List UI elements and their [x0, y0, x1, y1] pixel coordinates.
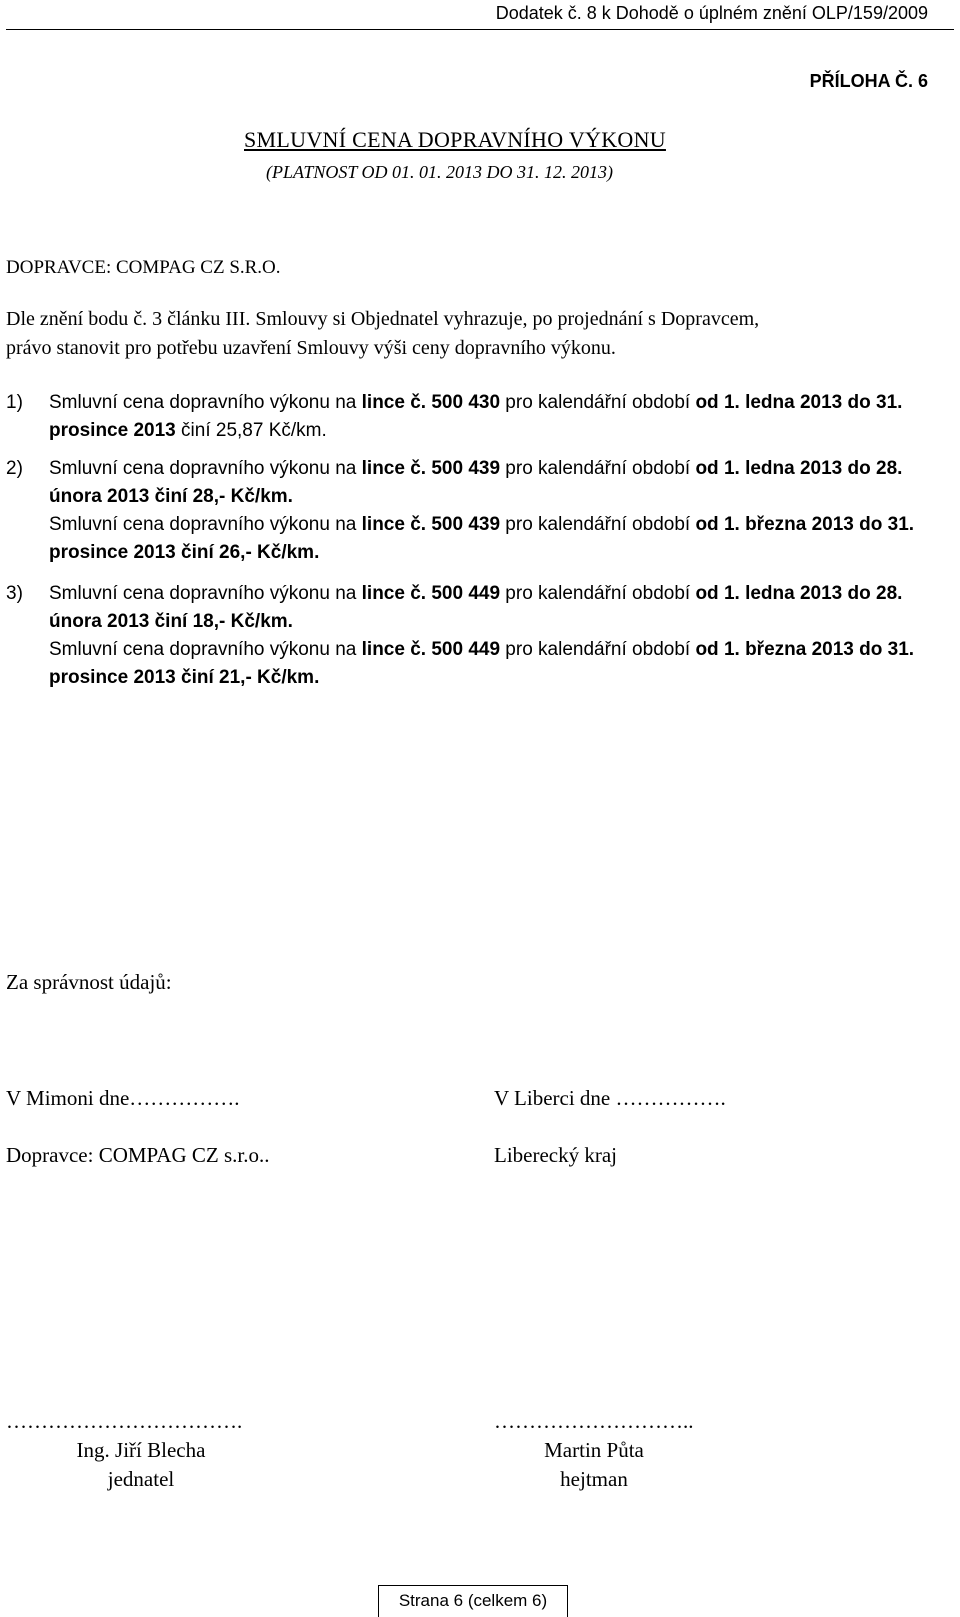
header-divider	[6, 29, 954, 30]
entry-line-label: lince č.	[361, 583, 427, 604]
entry-text: Smluvní cena dopravního výkonu na	[49, 639, 362, 660]
price-entry	[49, 511, 929, 567]
entry-line-label: lince č.	[361, 458, 427, 479]
entry-text: Smluvní cena dopravního výkonu na	[49, 458, 362, 479]
annex-label: PŘÍLOHA Č. 6	[809, 71, 928, 91]
entry-period: od 1. ledna 2013 do 31.	[695, 392, 903, 413]
price-item-3	[0, 580, 960, 700]
item-number: 2)	[6, 458, 23, 479]
entry-price: činí 25,87 Kč/km.	[175, 420, 327, 441]
entry-text: Smluvní cena dopravního výkonu na	[49, 583, 362, 604]
entry-line-label: lince č.	[361, 639, 427, 660]
page-title: SMLUVNÍ CENA DOPRAVNÍHO VÝKONU	[244, 127, 666, 152]
entry-line-label: lince č.	[361, 514, 427, 535]
left-signature	[6, 1407, 276, 1494]
entry-line-number: 500 430	[426, 392, 501, 413]
signatory-role: hejtman	[560, 1467, 628, 1491]
document-header-title: Dodatek č. 8 k Dohodě o úplném znění OLP/159/2009	[495, 3, 928, 23]
left-party: Dopravce: COMPAG CZ s.r.o..	[6, 1143, 270, 1167]
entry-period-price: od 1. března 2013 do 31. prosince 2013 činí 21,- Kč/km.	[49, 639, 915, 688]
price-entry	[49, 455, 929, 511]
entry-period-end: prosince 2013	[49, 420, 176, 441]
left-place-date: V Mimoni dne…………….	[6, 1086, 240, 1110]
signatory-role: jednatel	[107, 1467, 175, 1491]
signatory-name: Martin Půta	[544, 1438, 644, 1462]
carrier-label: DOPRAVCE: COMPAG CZ S.R.O.	[6, 257, 281, 278]
confirmation-label: Za správnost údajů:	[6, 970, 172, 994]
entry-text: pro kalendářní období	[500, 583, 696, 604]
intro-line-1: Dle znění bodu č. 3 článku III. Smlouvy si Objednatel vyhrazuje, po projednání s Dopravcem,	[6, 308, 760, 330]
entry-period-price: od 1. ledna 2013 do 28. února 2013 činí 18,- Kč/km.	[49, 583, 903, 632]
price-item-2	[0, 455, 960, 575]
validity-period: (PLATNOST OD 01. 01. 2013 DO 31. 12. 2013)	[266, 162, 614, 182]
entry-line-label: lince č.	[361, 392, 427, 413]
price-entry	[49, 389, 929, 445]
entry-text: pro kalendářní období	[500, 458, 696, 479]
page-number: Strana 6 (celkem 6)	[378, 1585, 568, 1617]
signature-line: …………………………….	[6, 1409, 243, 1433]
entry-text: pro kalendářní období	[500, 514, 696, 535]
entry-text: Smluvní cena dopravního výkonu na	[49, 392, 362, 413]
intro-line-2: právo stanovit pro potřebu uzavření Smlouvy výši ceny dopravního výkonu.	[6, 337, 616, 359]
entry-line-number: 500 439	[426, 514, 501, 535]
right-signature	[494, 1407, 694, 1494]
right-place-date: V Liberci dne …………….	[494, 1086, 726, 1110]
entry-text: pro kalendářní období	[500, 639, 696, 660]
entry-line-number: 500 449	[426, 639, 501, 660]
signature-line: ………………………..	[494, 1409, 694, 1433]
entry-period-price: od 1. ledna 2013 do 28. února 2013 činí 28,- Kč/km.	[49, 458, 903, 507]
price-item-1	[0, 389, 960, 449]
entry-text: pro kalendářní období	[500, 392, 696, 413]
item-number: 3)	[6, 583, 23, 604]
entry-line-number: 500 439	[426, 458, 501, 479]
price-entry	[49, 580, 929, 636]
signatory-name: Ing. Jiří Blecha	[76, 1438, 206, 1462]
right-party: Liberecký kraj	[494, 1143, 618, 1167]
entry-period-price: od 1. března 2013 do 31. prosince 2013 činí 26,- Kč/km.	[49, 514, 915, 563]
price-entry	[49, 636, 929, 692]
item-number: 1)	[6, 392, 23, 413]
entry-line-number: 500 449	[426, 583, 501, 604]
entry-text: Smluvní cena dopravního výkonu na	[49, 514, 362, 535]
